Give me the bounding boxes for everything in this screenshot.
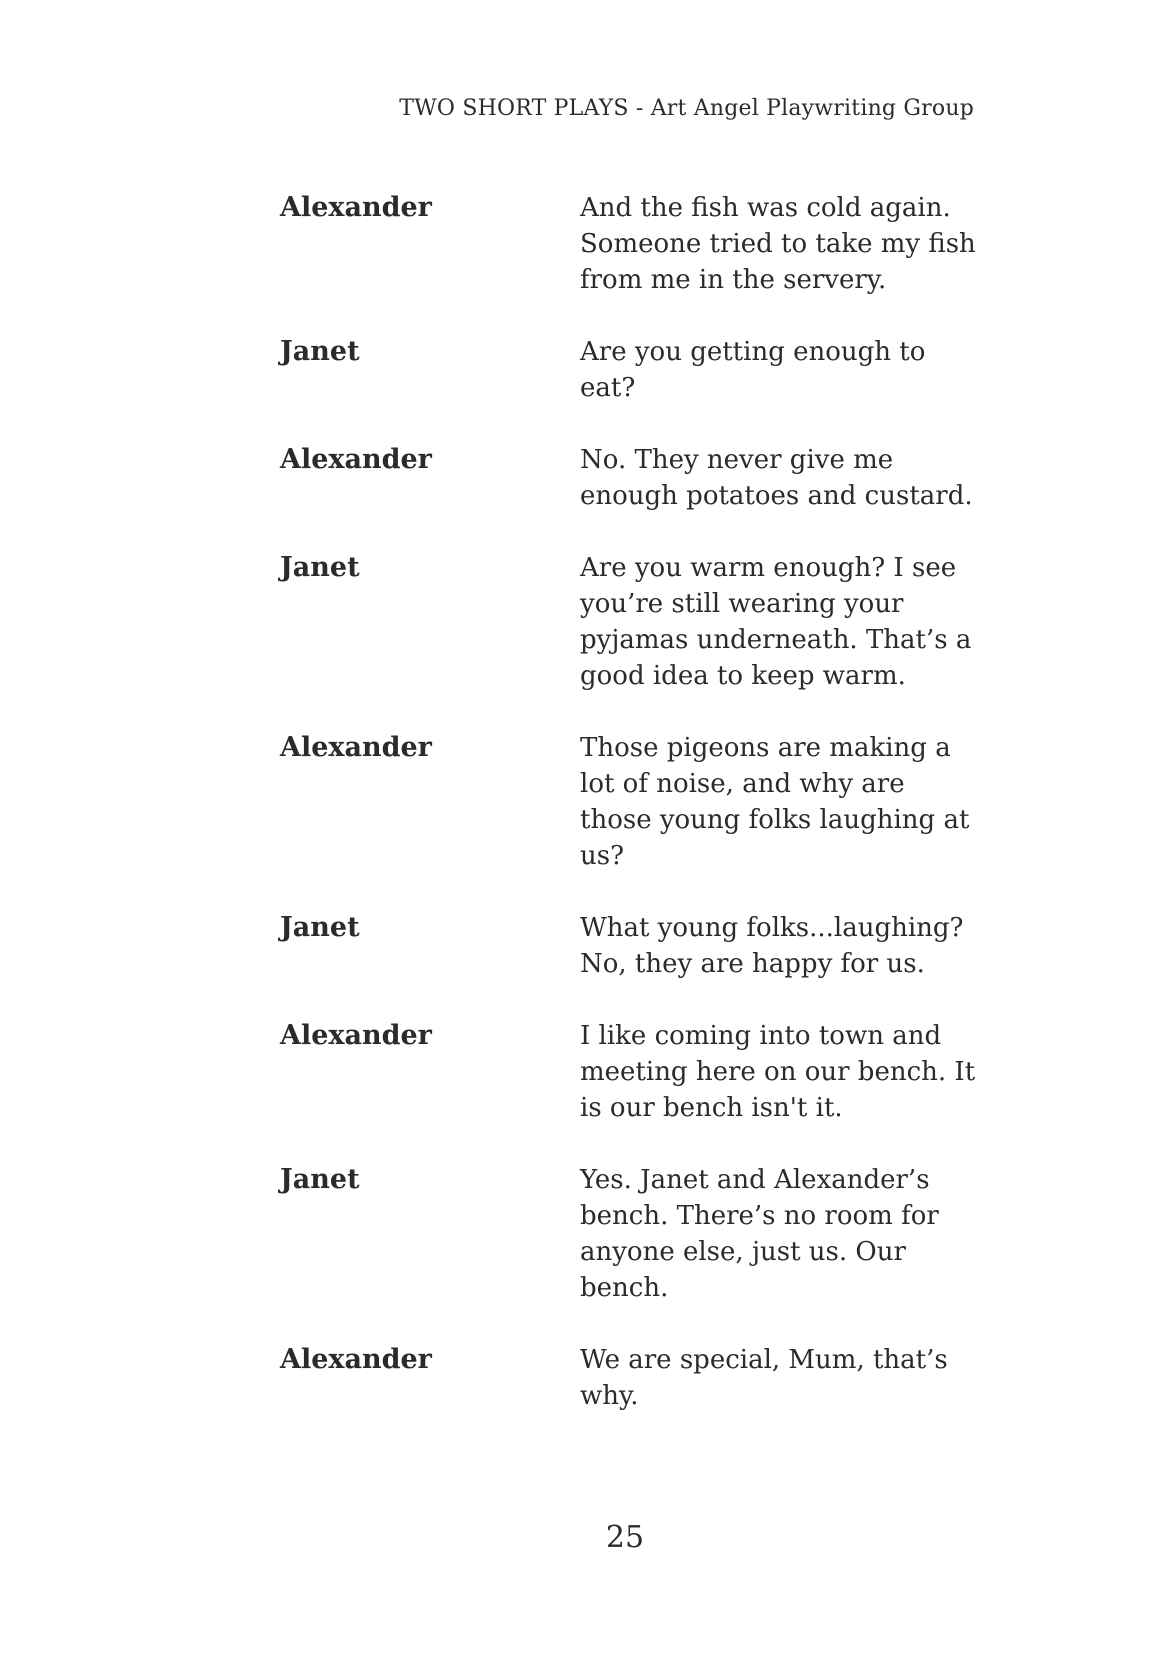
dialogue-line	[280, 730, 980, 874]
speaker-name: Alexander	[280, 1344, 432, 1375]
running-header: TWO SHORT PLAYS - Art Angel Playwriting Group	[399, 96, 974, 121]
speaker-name: Janet	[280, 912, 360, 943]
dialogue-line	[280, 1018, 980, 1126]
dialogue-line	[280, 190, 980, 298]
page-number: 25	[605, 1520, 645, 1555]
speaker-name: Alexander	[280, 192, 432, 223]
dialogue-text: Are you warm enough? I see you’re still wearing your pyjamas underneath. That’s a good idea to keep warm.	[580, 553, 972, 691]
dialogue-line	[280, 550, 980, 694]
dialogue-text: We are special, Mum, that’s why.	[580, 1345, 948, 1411]
speaker-name: Alexander	[280, 1020, 432, 1051]
script-dialogue	[280, 190, 980, 1450]
dialogue-text: What young folks...laughing? No, they are happy for us.	[580, 913, 964, 979]
dialogue-line	[280, 1162, 980, 1306]
dialogue-text: Those pigeons are making a lot of noise, and why are those young folks laughing at us?	[580, 733, 970, 871]
dialogue-text: No. They never give me enough potatoes and custard.	[580, 445, 973, 511]
dialogue-text: Yes. Janet and Alexander’s bench. There’s no room for anyone else, just us. Our bench.	[580, 1165, 939, 1303]
speaker-name: Janet	[280, 336, 360, 367]
dialogue-text: I like coming into town and meeting here on our bench. It is our bench isn't it.	[580, 1021, 976, 1123]
speaker-name: Janet	[280, 552, 360, 583]
dialogue-line	[280, 334, 980, 406]
speaker-name: Alexander	[280, 444, 432, 475]
dialogue-line	[280, 1342, 980, 1414]
dialogue-text: Are you getting enough to eat?	[580, 337, 926, 403]
dialogue-text: And the fish was cold again. Someone tried to take my fish from me in the servery.	[580, 193, 976, 295]
dialogue-line	[280, 910, 980, 982]
dialogue-line	[280, 442, 980, 514]
speaker-name: Janet	[280, 1164, 360, 1195]
speaker-name: Alexander	[280, 732, 432, 763]
